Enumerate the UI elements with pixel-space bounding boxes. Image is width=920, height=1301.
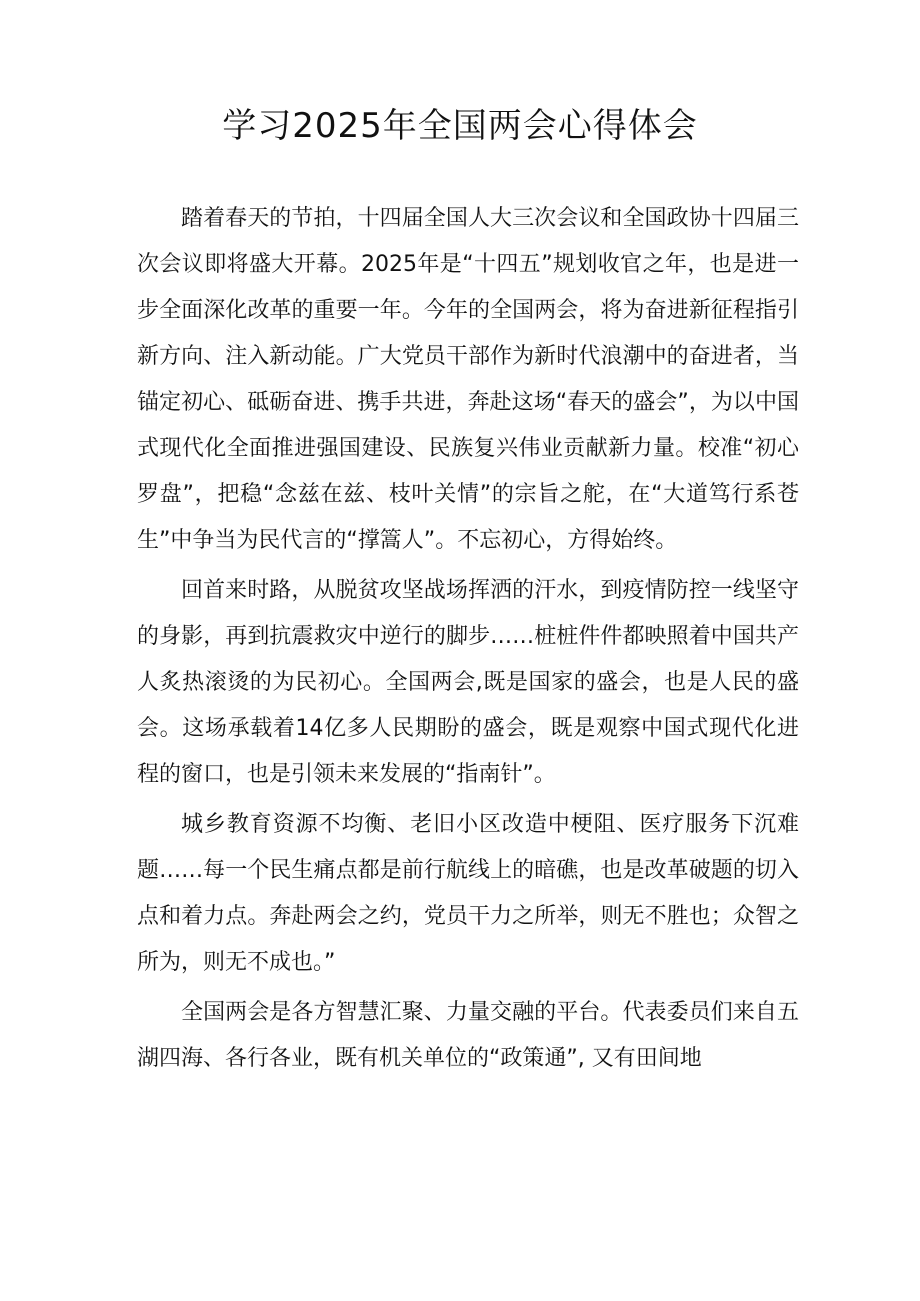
document-title: 学习2025年全国两会心得体会 [222,106,698,146]
paragraph-2: 回首来时路，从脱贫攻坚战场挥洒的汗水，到疫情防控一线坚守的身影，再到抗震救灾中逆行的脚步……桩桩件件都映照着中国共产人炙热滚烫的为民初心。全国两会,既是国家的盛会，也是人民的盛会。这场承载着14亿多人民期盼的盛会，既是观察中国式现代化进程的窗口，也是引领未来发展的“指南针”。 [137,578,799,787]
document-body [137,196,799,1086]
paragraph-3: 城乡教育资源不均衡、老旧小区改造中梗阻、医疗服务下沉难题……每一个民生痛点都是前行航线上的暗礁，也是改革破题的切入点和着力点。奔赴两会之约，党员干力之所举，则无不胜也；众智之所为，则无不成也。” [137,812,799,975]
paragraph-4: 全国两会是各方智慧汇聚、力量交融的平台。代表委员们来自五湖四海、各行各业，既有机关单位的“政策通”, 又有田间地 [137,1000,799,1071]
paragraph-1: 踏着春天的节拍，十四届全国人大三次会议和全国政协十四届三次会议即将盛大开幕。2025年是“十四五”规划收官之年，也是进一步全面深化改革的重要一年。今年的全国两会，将为奋进新征程指引新方向、注入新动能。广大党员干部作为新时代浪潮中的奋进者，当锚定初心、砥砺奋进、携手共进，奔赴这场“春天的盛会”，为以中国式现代化全面推进强国建设、民族复兴伟业贡献新力量。校准“初心罗盘”，把稳“念兹在兹、枝叶关情”的宗旨之舵，在“大道笃行系苍生”中争当为民代言的“撑篙人”。不忘初心，方得始终。 [137,206,799,553]
